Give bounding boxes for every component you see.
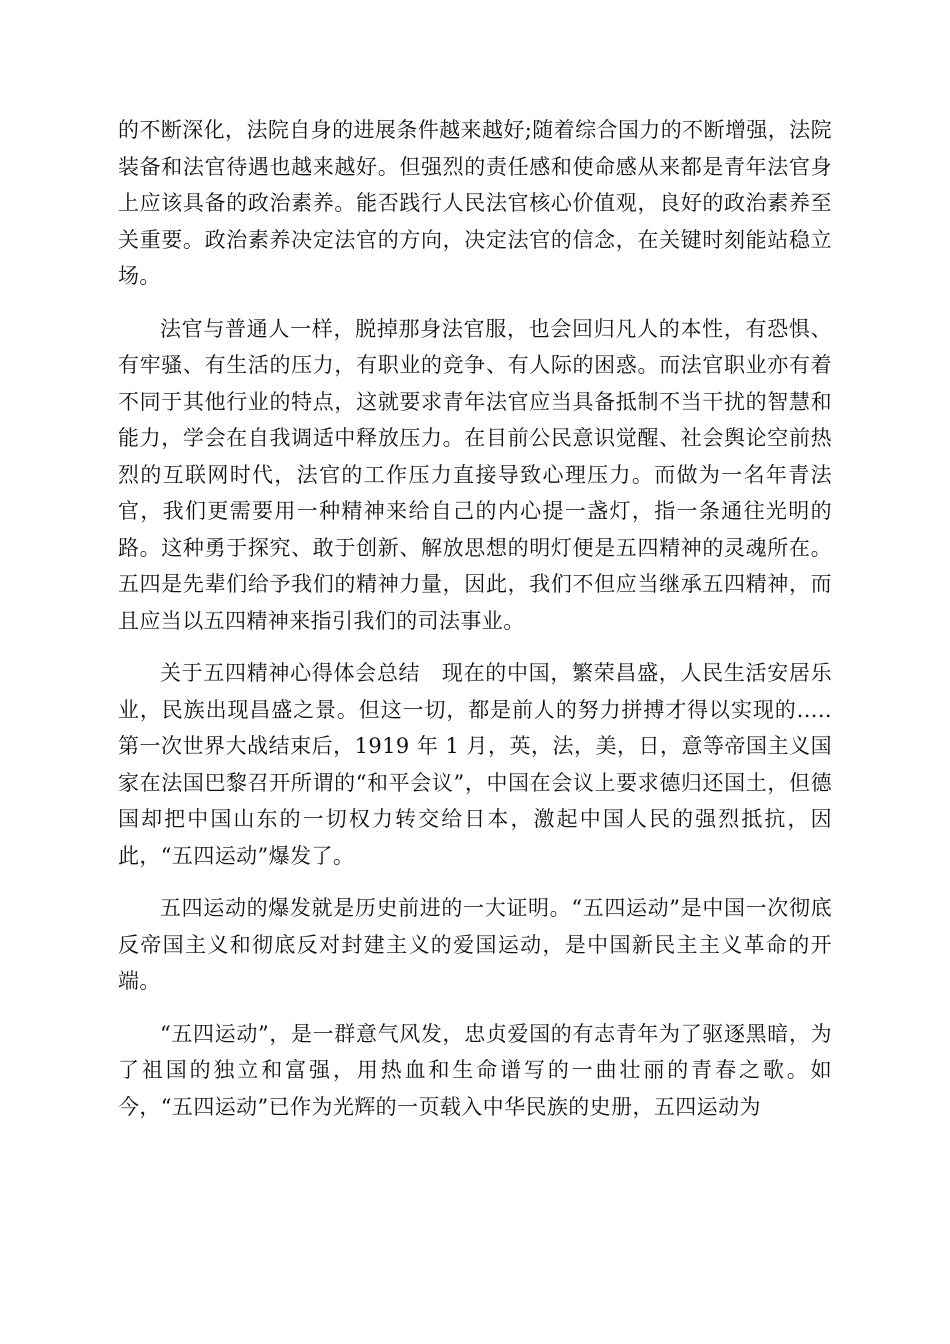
paragraph-1: 的不断深化，法院自身的进展条件越来越好;随着综合国力的不断增强，法院装备和法官待遇也越来越好。但强烈的责任感和使命感从来都是青年法官身上应该具备的政治素养。能否践行人民法官核心价值观，良好的政治素养至关重要。政治素养决定法官的方向，决定法官的信念，在关键时刻能站稳立场。 — [118, 118, 832, 288]
paragraph-2: 法官与普通人一样，脱掉那身法官服，也会回归凡人的本性，有恐惧、有牢骚、有生活的压力，有职业的竞争、有人际的困惑。而法官职业亦有着不同于其他行业的特点，这就要求青年法官应当具备抵制不当干扰的智慧和能力，学会在自我调适中释放压力。在目前公民意识觉醒、社会舆论空前热烈的互联网时代，法官的工作压力直接导致心理压力。而做为一名年青法官，我们更需要用一种精神来给自己的内心提一盏灯，指一条通往光明的路。这种勇于探究、敢于创新、解放思想的明灯便是五四精神的灵魂所在。五四是先辈们给予我们的精神力量，因此，我们不但应当继承五四精神，而且应当以五四精神来指引我们的司法事业。 — [118, 316, 832, 633]
paragraph-5: “五四运动”，是一群意气风发，忠贞爱国的有志青年为了驱逐黑暗，为了祖国的独立和富强，用热血和生命谱写的一曲壮丽的青春之歌。如今，“五四运动”已作为光辉的一页载入中华民族的史册，五四运动为 — [118, 1021, 832, 1119]
paragraph-3: 关于五四精神心得体会总结 现在的中国，繁荣昌盛，人民生活安居乐业，民族出现昌盛之景。但这一切，都是前人的努力拼搏才得以实现的..... 第一次世界大战结束后，1919 年 1 月，英，法，美，日，意等帝国主义国家在法国巴黎召开所谓的“和平会议”，中国在会议上要求德归还国土，但德国却把中国山东的一切权力转交给日本，激起中国人民的强烈抵抗，因此，“五四运动”爆发了。 — [118, 661, 854, 868]
document-body — [118, 112, 854, 1125]
paragraph-4: 五四运动的爆发就是历史前进的一大证明。“五四运动”是中国一次彻底反帝国主义和彻底反对封建主义的爱国运动，是中国新民主主义革命的开端。 — [118, 896, 832, 993]
